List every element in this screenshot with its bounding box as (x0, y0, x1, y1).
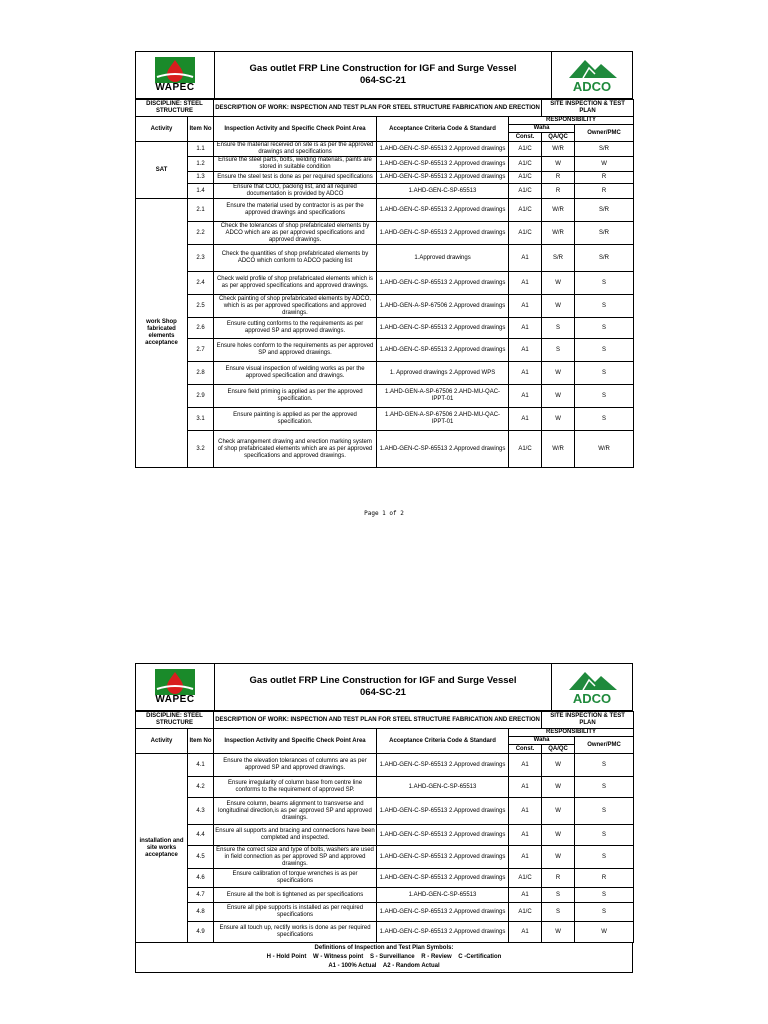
title-line-1: Gas outlet FRP Line Construction for IGF and Surge Vessel (249, 675, 517, 686)
owner-cell: R (575, 869, 634, 888)
item-no-cell: 4.7 (188, 888, 214, 903)
owner-cell: S (575, 777, 634, 798)
inspection-cell: Ensure calibration of torque wrenches is as per specifications (214, 869, 377, 888)
adco-logo (551, 52, 632, 98)
criteria-cell: 1.AHD-GEN-C-SP-65513 2.Approved drawings (377, 869, 509, 888)
const-cell: A1/C (509, 431, 542, 468)
activity-cell: installation and site works acceptance (136, 754, 188, 943)
owner-cell: S (575, 272, 634, 295)
owner-cell: S/R (575, 222, 634, 245)
table-row (136, 184, 634, 199)
adco-logo (551, 664, 632, 710)
inspection-cell: Ensure irregularity of column base from centre line conforms to the requirement of approved SP. (214, 777, 377, 798)
table-row (136, 222, 634, 245)
table-row (136, 869, 634, 888)
const-cell: A1 (509, 798, 542, 825)
table-row (136, 798, 634, 825)
table-row (136, 245, 634, 272)
col-const: Const. (509, 745, 542, 754)
col-inspection: Inspection Activity and Specific Check Point Area (214, 729, 377, 754)
criteria-cell: 1.AHD-GEN-C-SP-65513 2.Approved drawings (377, 199, 509, 222)
owner-cell: S/R (575, 199, 634, 222)
inspection-cell: Ensure the material used by contractor is as per the approved drawings and specifications (214, 199, 377, 222)
table-row (136, 408, 634, 431)
itp-sheet-page-1 (135, 51, 633, 468)
item-no-cell: 1.4 (188, 184, 214, 199)
table-row (136, 157, 634, 172)
table-row (136, 362, 634, 385)
inspection-cell: Ensure painting is applied as per the approved specification. (214, 408, 377, 431)
item-no-cell: 4.9 (188, 922, 214, 943)
item-no-cell: 2.8 (188, 362, 214, 385)
item-no-cell: 2.7 (188, 339, 214, 362)
inspection-cell: Ensure visual inspection of welding works as per the approved specification and drawings. (214, 362, 377, 385)
qaqc-cell: S/R (542, 245, 575, 272)
adco-logo-mark (559, 56, 625, 94)
const-cell: A1 (509, 245, 542, 272)
table-row (136, 295, 634, 318)
owner-cell: S (575, 385, 634, 408)
qaqc-cell: W (542, 922, 575, 943)
const-cell: A1/C (509, 142, 542, 157)
criteria-cell: 1.AHD-GEN-C-SP-65513 2.Approved drawings (377, 798, 509, 825)
const-cell: A1/C (509, 172, 542, 184)
col-owner: Owner/PMC (575, 125, 634, 142)
item-no-cell: 2.9 (188, 385, 214, 408)
owner-cell: S (575, 825, 634, 846)
qaqc-cell: W (542, 846, 575, 869)
table-row (136, 318, 634, 339)
inspection-cell: Ensure the steel parts, bolts, welding materials, paints are stored in suitable condition (214, 157, 377, 172)
criteria-cell: 1.AHD-GEN-C-SP-65513 2.Approved drawings (377, 754, 509, 777)
table-row (136, 172, 634, 184)
qaqc-cell: S (542, 318, 575, 339)
legend-line-1: H - Hold Point W - Witness point S - Surveillance R - Review C -Certification (266, 954, 502, 960)
criteria-cell: 1.AHD-GEN-A-SP-67506 2.Approved drawings (377, 295, 509, 318)
const-cell: A1 (509, 825, 542, 846)
criteria-cell: 1.AHD-GEN-C-SP-65513 2.Approved drawings (377, 339, 509, 362)
inspection-cell: Check weld profile of shop prefabricated elements which is as per approved specifications and approved drawings. (214, 272, 377, 295)
inspection-cell: Ensure that COO, packing list, and all required documentation is provided by ADCO (214, 184, 377, 199)
sheet-header (135, 51, 633, 99)
col-criteria: Acceptance Criteria Code & Standard (377, 117, 509, 142)
itp-table (135, 711, 634, 943)
item-no-cell: 4.4 (188, 825, 214, 846)
inspection-cell: Ensure column, beams alignment to transverse and longitudinal direction,is as per approved SP and approved drawings. (214, 798, 377, 825)
criteria-cell: 1.AHD-GEN-C-SP-65513 2.Approved drawings (377, 846, 509, 869)
site-plan-label: SITE INSPECTION & TEST PLAN (542, 712, 634, 729)
qaqc-cell: R (542, 172, 575, 184)
itp-table-body (136, 142, 634, 468)
adco-wordmark: ADCO (572, 79, 612, 94)
criteria-cell: 1.AHD-GEN-C-SP-65513 2.Approved drawings (377, 903, 509, 922)
item-no-cell: 2.5 (188, 295, 214, 318)
discipline: DISCIPLINE: STEEL STRUCTURE (136, 712, 214, 729)
activity-cell: SAT (136, 142, 188, 199)
col-activity: Activity (136, 117, 188, 142)
item-no-cell: 4.6 (188, 869, 214, 888)
table-row (136, 777, 634, 798)
col-criteria: Acceptance Criteria Code & Standard (377, 729, 509, 754)
criteria-cell: 1.AHD-GEN-C-SP-65513 (377, 184, 509, 199)
inspection-cell: Ensure the elevation tolerances of columns are as per approved SP and approved drawings. (214, 754, 377, 777)
legend-title: Definitions of Inspection and Test Plan Symbols: (314, 945, 454, 951)
const-cell: A1 (509, 754, 542, 777)
company-name: WAPEC (155, 694, 195, 705)
qaqc-cell: W/R (542, 199, 575, 222)
col-responsibility: RESPONSIBILITY (509, 117, 634, 125)
table-row (136, 199, 634, 222)
item-no-cell: 4.3 (188, 798, 214, 825)
qaqc-cell: S (542, 903, 575, 922)
const-cell: A1 (509, 339, 542, 362)
criteria-cell: 1.AHD-GEN-C-SP-65513 (377, 888, 509, 903)
owner-cell: W/R (575, 431, 634, 468)
const-cell: A1 (509, 295, 542, 318)
inspection-cell: Ensure all touch up, rectify works is done as per required specifications (214, 922, 377, 943)
item-no-cell: 1.3 (188, 172, 214, 184)
owner-cell: S (575, 798, 634, 825)
symbol-legend (135, 943, 633, 973)
inspection-cell: Ensure the steel test is done as per required specifications (214, 172, 377, 184)
inspection-cell: Check painting of shop prefabricated elements by ADCO, which is as per approved specifications and approved drawings. (214, 295, 377, 318)
mountain-icon (569, 60, 617, 78)
const-cell: A1 (509, 777, 542, 798)
criteria-cell: 1.AHD-GEN-C-SP-65513 2.Approved drawings (377, 825, 509, 846)
item-no-cell: 1.2 (188, 157, 214, 172)
legend-line-2: A1 - 100% Actual A2 - Random Actual (328, 963, 440, 969)
qaqc-cell: W (542, 295, 575, 318)
criteria-cell: 1.AHD-GEN-C-SP-65513 2.Approved drawings (377, 172, 509, 184)
wapec-logo (136, 664, 215, 710)
itp-sheet-page-2 (135, 663, 633, 973)
itp-table (135, 99, 634, 468)
table-row (136, 754, 634, 777)
const-cell: A1 (509, 362, 542, 385)
col-const: Const. (509, 133, 542, 142)
criteria-cell: 1.AHD-GEN-C-SP-65513 2.Approved drawings (377, 157, 509, 172)
col-item-no: Item No (188, 117, 214, 142)
wapec-emblem-icon (155, 57, 195, 83)
const-cell: A1 (509, 846, 542, 869)
page-number: Page 1 of 2 (364, 510, 404, 517)
item-no-cell: 2.6 (188, 318, 214, 339)
company-name: WAPEC (155, 82, 195, 93)
col-qaqc: QA/QC (542, 133, 575, 142)
owner-cell: S (575, 888, 634, 903)
inspection-cell: Ensure all supports and bracing and connections have been completed and inspected. (214, 825, 377, 846)
table-row (136, 922, 634, 943)
inspection-cell: Ensure the material received on site is as per the approved drawings and specifications (214, 142, 377, 157)
activity-cell: work Shop fabricated elements acceptance (136, 199, 188, 468)
item-no-cell: 3.2 (188, 431, 214, 468)
owner-cell: S (575, 903, 634, 922)
const-cell: A1 (509, 408, 542, 431)
item-no-cell: 3.1 (188, 408, 214, 431)
inspection-cell: Ensure holes conform to the requirements as per approved SP and approved drawings. (214, 339, 377, 362)
qaqc-cell: R (542, 869, 575, 888)
item-no-cell: 2.4 (188, 272, 214, 295)
col-waha: Waha (509, 125, 575, 133)
wapec-logo (136, 52, 215, 98)
const-cell: A1 (509, 272, 542, 295)
discipline: DISCIPLINE: STEEL STRUCTURE (136, 100, 214, 117)
item-no-cell: 4.1 (188, 754, 214, 777)
qaqc-cell: W/R (542, 222, 575, 245)
inspection-cell: Check the tolerances of shop prefabricated elements by ADCO which are as per approved specifications and approved drawings. (214, 222, 377, 245)
qaqc-cell: W (542, 798, 575, 825)
table-row (136, 339, 634, 362)
owner-cell: S/R (575, 142, 634, 157)
qaqc-cell: S (542, 339, 575, 362)
qaqc-cell: W (542, 754, 575, 777)
item-no-cell: 4.5 (188, 846, 214, 869)
owner-cell: S (575, 318, 634, 339)
const-cell: A1/C (509, 903, 542, 922)
work-description: DESCRIPTION OF WORK: INSPECTION AND TEST PLAN FOR STEEL STRUCTURE FABRICATION AND ERECTION (214, 712, 542, 729)
const-cell: A1/C (509, 222, 542, 245)
owner-cell: R (575, 184, 634, 199)
const-cell: A1 (509, 922, 542, 943)
item-no-cell: 1.1 (188, 142, 214, 157)
criteria-cell: 1.AHD-GEN-C-SP-65513 2.Approved drawings (377, 272, 509, 295)
inspection-cell: Ensure all pipe supports is installed as per required specifications (214, 903, 377, 922)
adco-wordmark: ADCO (572, 691, 612, 706)
wapec-emblem-icon (155, 669, 195, 695)
criteria-cell: 1.AHD-GEN-C-SP-65513 2.Approved drawings (377, 922, 509, 943)
adco-logo-mark (559, 668, 625, 706)
inspection-cell: Ensure the correct size and type of bolts, washers are used in field connection as per approved SP and approved drawings. (214, 846, 377, 869)
col-item-no: Item No (188, 729, 214, 754)
qaqc-cell: W (542, 157, 575, 172)
criteria-cell: 1.AHD-GEN-C-SP-65513 2.Approved drawings (377, 142, 509, 157)
mountain-icon (569, 672, 617, 690)
const-cell: A1/C (509, 184, 542, 199)
inspection-cell: Ensure cutting conforms to the requirements as per approved SP and approved drawings. (214, 318, 377, 339)
owner-cell: S (575, 408, 634, 431)
column-header-row (136, 729, 634, 737)
const-cell: A1/C (509, 199, 542, 222)
work-description: DESCRIPTION OF WORK: INSPECTION AND TEST PLAN FOR STEEL STRUCTURE FABRICATION AND ERECTION (214, 100, 542, 117)
criteria-cell: 1.AHD-GEN-C-SP-65513 2.Approved drawings (377, 431, 509, 468)
owner-cell: W (575, 922, 634, 943)
criteria-cell: 1.AHD-GEN-C-SP-65513 2.Approved drawings (377, 222, 509, 245)
title-line-1: Gas outlet FRP Line Construction for IGF and Surge Vessel (249, 63, 517, 74)
qaqc-cell: R (542, 184, 575, 199)
col-owner: Owner/PMC (575, 737, 634, 754)
inspection-cell: Ensure all the bolt is tightened as per specifications (214, 888, 377, 903)
col-qaqc: QA/QC (542, 745, 575, 754)
site-plan-label: SITE INSPECTION & TEST PLAN (542, 100, 634, 117)
inspection-cell: Ensure field priming is applied as per the approved specification. (214, 385, 377, 408)
title-line-2: 064-SC-21 (360, 687, 406, 698)
title-line-2: 064-SC-21 (360, 75, 406, 86)
discipline-row (136, 100, 634, 117)
criteria-cell: 1.AHD-GEN-C-SP-65513 (377, 777, 509, 798)
table-row (136, 825, 634, 846)
discipline-row (136, 712, 634, 729)
owner-cell: W (575, 157, 634, 172)
table-row (136, 431, 634, 468)
criteria-cell: 1.Approved drawings (377, 245, 509, 272)
qaqc-cell: W (542, 385, 575, 408)
owner-cell: S (575, 846, 634, 869)
inspection-cell: Check the quantities of shop prefabricated elements by ADCO which conform to ADCO packing list (214, 245, 377, 272)
criteria-cell: 1. Approved drawings 2.Approved WPS (377, 362, 509, 385)
item-no-cell: 2.3 (188, 245, 214, 272)
qaqc-cell: W (542, 272, 575, 295)
table-row (136, 142, 634, 157)
const-cell: A1 (509, 318, 542, 339)
document-title (215, 52, 551, 98)
item-no-cell: 4.8 (188, 903, 214, 922)
owner-cell: S (575, 754, 634, 777)
const-cell: A1/C (509, 157, 542, 172)
itp-table-body (136, 754, 634, 943)
qaqc-cell: W/R (542, 142, 575, 157)
owner-cell: S (575, 339, 634, 362)
column-header-row (136, 117, 634, 125)
table-row (136, 272, 634, 295)
criteria-cell: 1.AHD-GEN-A-SP-67506 2.AHD-MU-QAC-IPPT-01 (377, 408, 509, 431)
qaqc-cell: W (542, 408, 575, 431)
table-row (136, 888, 634, 903)
table-row (136, 385, 634, 408)
const-cell: A1 (509, 385, 542, 408)
criteria-cell: 1.AHD-GEN-A-SP-67506 2.AHD-MU-QAC-IPPT-01 (377, 385, 509, 408)
item-no-cell: 2.1 (188, 199, 214, 222)
col-activity: Activity (136, 729, 188, 754)
owner-cell: R (575, 172, 634, 184)
table-row (136, 846, 634, 869)
inspection-cell: Check arrangement drawing and erection marking system of shop prefabricated elements which are as per approved specifications and approved drawings. (214, 431, 377, 468)
qaqc-cell: W (542, 777, 575, 798)
item-no-cell: 4.2 (188, 777, 214, 798)
qaqc-cell: W/R (542, 431, 575, 468)
qaqc-cell: W (542, 825, 575, 846)
qaqc-cell: S (542, 888, 575, 903)
document-title (215, 664, 551, 710)
owner-cell: S (575, 295, 634, 318)
col-responsibility: RESPONSIBILITY (509, 729, 634, 737)
const-cell: A1/C (509, 869, 542, 888)
item-no-cell: 2.2 (188, 222, 214, 245)
criteria-cell: 1.AHD-GEN-C-SP-65513 2.Approved drawings (377, 318, 509, 339)
const-cell: A1 (509, 888, 542, 903)
col-inspection: Inspection Activity and Specific Check Point Area (214, 117, 377, 142)
owner-cell: S/R (575, 245, 634, 272)
owner-cell: S (575, 362, 634, 385)
sheet-header (135, 663, 633, 711)
table-row (136, 903, 634, 922)
qaqc-cell: W (542, 362, 575, 385)
col-waha: Waha (509, 737, 575, 745)
